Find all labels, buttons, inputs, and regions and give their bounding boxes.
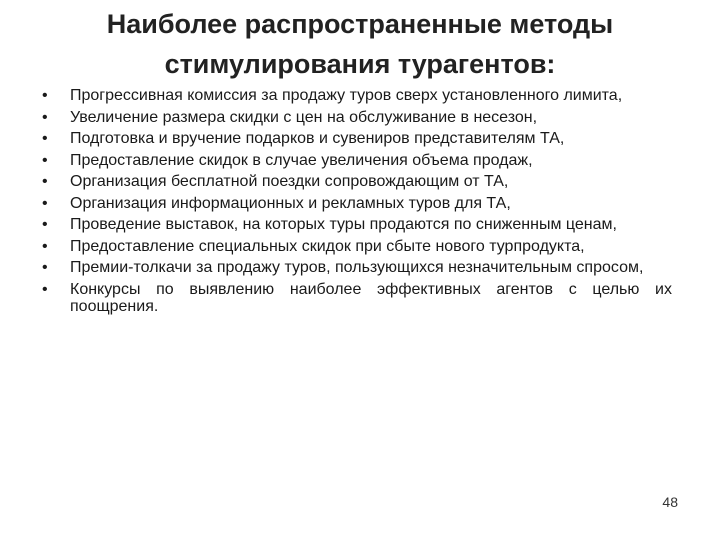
bullet-text: Премии-толкачи за продажу туров, пользующихся незначительным спросом, <box>70 259 644 276</box>
bullet-text: Подготовка и вручение подарков и сувениров представителям ТА, <box>70 130 565 147</box>
list-item <box>40 195 672 213</box>
list-item <box>40 130 672 148</box>
page-number: 48 <box>662 494 678 510</box>
list-item <box>40 281 672 316</box>
bullet-text: Проведение выставок, на которых туры продаются по сниженным ценам, <box>70 216 617 233</box>
bullet-text: Предоставление скидок в случае увеличения объема продаж, <box>70 151 533 169</box>
bullet-icon: • <box>42 151 48 169</box>
bullet-text: Организация информационных и рекламных туров для ТА, <box>70 194 511 212</box>
bullet-icon: • <box>42 280 48 298</box>
bullet-icon: • <box>42 194 48 212</box>
list-item <box>40 152 672 170</box>
bullet-icon: • <box>42 237 48 255</box>
list-item <box>40 109 672 127</box>
title-line-1: Наиболее распространенные методы <box>106 9 614 39</box>
bullet-icon: • <box>42 130 48 147</box>
bullet-icon: • <box>42 108 48 126</box>
bullet-text: Организация бесплатной поездки сопровождающим от ТА, <box>70 173 509 190</box>
bullet-text: Прогрессивная комиссия за продажу туров сверх установленного лимита, <box>70 87 623 104</box>
list-item <box>40 173 672 191</box>
slide-title <box>40 4 680 84</box>
bullet-icon: • <box>42 87 48 104</box>
list-item <box>40 259 672 277</box>
bullet-icon: • <box>42 173 48 190</box>
bullet-icon: • <box>42 259 48 276</box>
bullet-icon: • <box>42 216 48 233</box>
bullet-text: Предоставление специальных скидок при сбыте нового турпродукта, <box>70 237 585 255</box>
list-item <box>40 216 672 234</box>
title-line-2: стимулирования турагентов: <box>164 49 556 79</box>
list-item <box>40 87 672 105</box>
list-item <box>40 238 672 256</box>
bullet-list <box>40 87 672 320</box>
bullet-text: Увеличение размера скидки с цен на обслуживание в несезон, <box>70 108 538 126</box>
bullet-text: Конкурсы по выявлению наиболее эффективных агентов с целью их поощрения. <box>70 280 672 315</box>
